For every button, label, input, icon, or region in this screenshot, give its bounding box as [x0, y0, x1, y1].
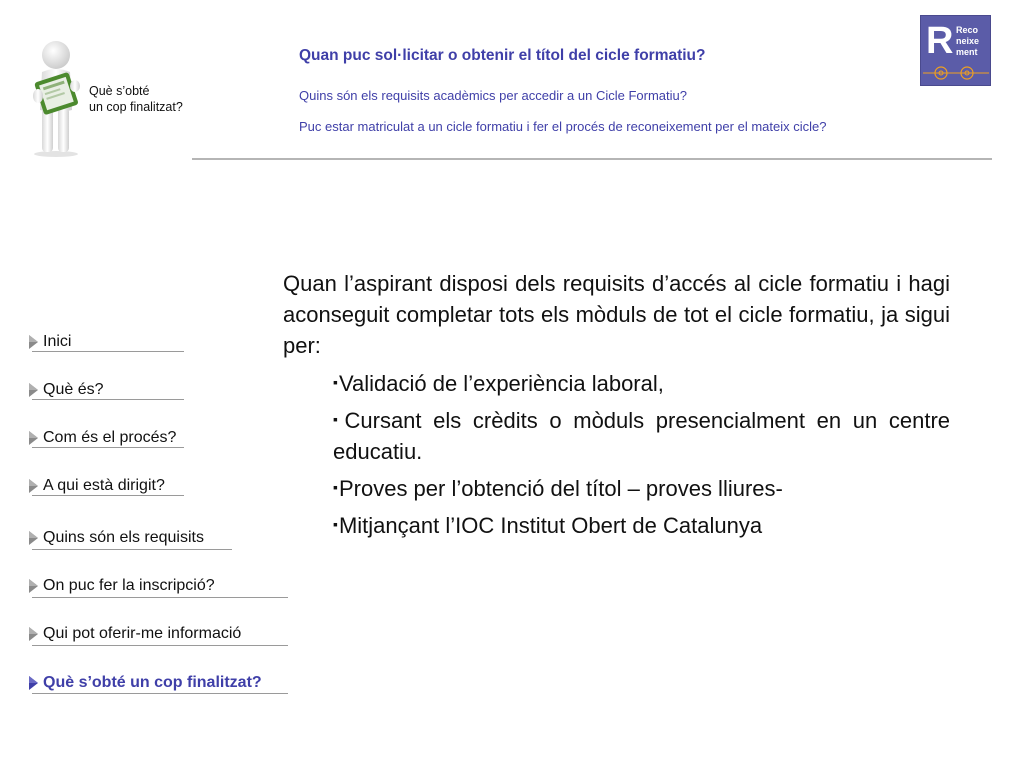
nav-underline	[32, 351, 184, 352]
bullet-mark: ▪	[333, 516, 338, 532]
arrow-right-icon	[28, 577, 40, 595]
arrow-right-icon	[28, 529, 40, 547]
arrow-right-icon	[28, 625, 40, 643]
nav-label: Inici	[43, 333, 72, 350]
arrow-right-icon	[28, 333, 40, 351]
list-item-text: Proves per l’obtenció del títol – proves lliures-	[338, 476, 783, 501]
nav-label: Què s’obté un cop finalitzat?	[43, 674, 262, 691]
page-title: Quan puc sol·licitar o obtenir el títol del cicle formatiu?	[299, 47, 706, 64]
list-item-text: Mitjançant l’IOC Institut Obert de Catalunya	[338, 513, 763, 538]
list-item	[333, 404, 950, 467]
nav-label: Com és el procés?	[43, 429, 177, 446]
nav-item-que-sobte-un-cop-finalitzat[interactable]	[28, 671, 262, 695]
list-item	[333, 509, 950, 541]
person-with-tablet-illustration	[28, 40, 90, 158]
nav-item-qui-pot-oferir-me-informacio[interactable]	[28, 622, 241, 646]
logo-word-3: ment	[956, 47, 978, 57]
nav-underline	[32, 549, 232, 550]
header-divider	[192, 158, 992, 160]
nav-underline	[32, 693, 288, 694]
gears-icon	[923, 62, 989, 84]
nav-underline	[32, 645, 288, 646]
arrow-right-icon	[28, 429, 40, 447]
bullet-mark: ▪	[333, 374, 338, 390]
logo-letter: R	[926, 20, 954, 62]
nav-underline	[32, 495, 184, 496]
figure-caption-line2: un cop finalitzat?	[89, 100, 183, 114]
header-question-2[interactable]: Puc estar matriculat a un cicle formatiu i fer el procés de reconeixement per el mateix cicle?	[299, 119, 827, 134]
nav-item-quins-son-els-requisits[interactable]	[28, 526, 204, 550]
nav-label: Qui pot oferir-me informació	[43, 625, 242, 642]
arrow-right-icon	[28, 381, 40, 399]
nav-underline	[32, 447, 184, 448]
nav-underline	[32, 399, 184, 400]
main-content	[283, 268, 950, 546]
nav-label: Quins són els requisits	[43, 529, 204, 546]
nav-label: On puc fer la inscripció?	[43, 577, 215, 594]
figure-caption	[89, 83, 183, 115]
nav-label: Què és?	[43, 381, 104, 398]
logo-word-2: neixe	[956, 36, 980, 46]
bullet-mark: ▪	[333, 411, 344, 427]
nav-label: A qui està dirigit?	[43, 477, 165, 494]
header-question-1[interactable]: Quins són els requisits acadèmics per accedir a un Cicle Formatiu?	[299, 88, 688, 103]
list-item	[333, 367, 950, 399]
list-item	[333, 472, 950, 504]
list-item-text: Validació de l’experiència laboral,	[338, 371, 664, 396]
options-list	[333, 367, 950, 541]
arrow-right-icon	[28, 674, 40, 692]
nav-underline	[32, 597, 288, 598]
figure-caption-line1: Què s’obté	[89, 84, 150, 98]
list-item-text: Cursant els crèdits o mòduls presencialment en un centre educatiu.	[333, 408, 951, 464]
intro-paragraph: Quan l’aspirant disposi dels requisits d’accés al cicle formatiu i hagi aconseguit completar tots els mòduls de tot el cicle formatiu, ja sigui per:	[283, 271, 950, 358]
arrow-right-icon	[28, 477, 40, 495]
nav-item-on-puc-fer-la-inscripcio[interactable]	[28, 574, 215, 598]
logo-word-1: Reco	[956, 25, 979, 35]
reconeixement-logo	[920, 15, 991, 86]
bullet-mark: ▪	[333, 479, 338, 495]
logo-wordmark	[956, 25, 979, 58]
